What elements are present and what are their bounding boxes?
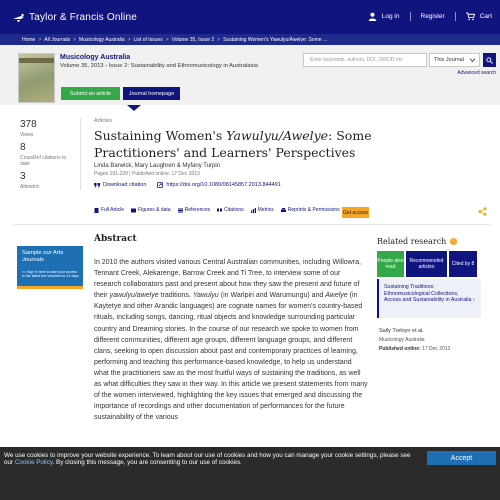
promo-accent-bar — [17, 286, 83, 289]
breadcrumb-separator: > — [217, 36, 221, 43]
cookie-policy-link[interactable]: Cookie Policy — [14, 459, 53, 467]
related-article-author: Sally Treloyn et al. — [379, 328, 424, 334]
promo-title: Sample our Arts Journals — [22, 250, 64, 263]
tab-label: Full Article — [101, 207, 125, 213]
bar-chart-icon — [251, 208, 256, 213]
chevron-down-icon — [470, 58, 475, 62]
related-research-title: Related research — [377, 237, 447, 246]
article-title-emphasis: Yawulyu/Awelye — [226, 128, 329, 143]
article-type: Articles — [94, 118, 113, 124]
breadcrumb-separator: > — [38, 36, 42, 43]
breadcrumb-all-journals[interactable]: All Journals — [44, 36, 71, 43]
submit-article-button[interactable]: Submit an article — [61, 87, 120, 100]
abstract-text-part: (in Warlpiri and Warumungu) and — [218, 292, 326, 300]
article-title — [94, 127, 414, 161]
breadcrumb — [0, 34, 500, 45]
chevron-right-icon: › — [472, 297, 475, 304]
promo-subtitle: >> Sign in here to start your access to the latest two volumes for 14 days — [22, 270, 79, 279]
article-meta: Pages 191-220 | Published online: 17 Dec 2013 — [94, 171, 200, 177]
logo-text: Taylor & Francis Online — [29, 11, 137, 23]
abstract-text — [94, 257, 368, 462]
link-icon — [157, 182, 163, 188]
divider — [410, 12, 411, 21]
doi-label: https://doi.org/10.1080/08145857.2013.844491 — [166, 182, 281, 188]
get-access-button[interactable]: Get access — [342, 207, 369, 218]
cart-label: Cart — [479, 13, 492, 20]
search-scope-select[interactable] — [429, 53, 480, 67]
breadcrumb-separator: > — [127, 36, 131, 43]
views-count: 378 — [20, 119, 37, 130]
abstract-emphasis: Yawulyu — [192, 292, 219, 300]
download-citation-label: Download citation — [103, 182, 147, 188]
tab-references[interactable] — [178, 207, 211, 213]
top-navigation-bar — [0, 0, 500, 34]
list-icon — [178, 208, 183, 213]
published-label: Published online: — [379, 346, 421, 352]
related-article-card[interactable] — [377, 279, 481, 318]
cookie-message — [4, 452, 414, 467]
published-date: 17 Dec 2013 — [422, 346, 451, 352]
tab-citations[interactable] — [217, 207, 243, 213]
lamp-logo-icon — [12, 11, 25, 23]
cart-icon — [466, 12, 475, 21]
cart-link[interactable] — [466, 12, 492, 21]
quote-icon — [94, 182, 100, 188]
download-citation-link[interactable] — [94, 182, 146, 188]
article-title-line2: Practitioners' and Learners' Perspectives — [94, 145, 356, 160]
journal-cover-image[interactable] — [18, 53, 55, 103]
tab-recommended-articles[interactable]: Recommended articles — [406, 251, 447, 277]
altmetric-count[interactable]: 3 — [20, 171, 26, 182]
divider — [14, 224, 490, 225]
breadcrumb-list-of-issues[interactable]: List of Issues — [133, 36, 163, 43]
tab-label: Metrics — [257, 207, 274, 213]
homepage-pointer — [127, 105, 141, 111]
altmetric-label: Altmetric — [20, 184, 40, 190]
doi-link[interactable] — [157, 182, 280, 188]
breadcrumb-separator: > — [73, 36, 77, 43]
related-research-tabs — [377, 251, 479, 277]
share-icon[interactable] — [478, 207, 487, 216]
abstract-text-part: In 2010 the authors visited various Central Australian communities, including Willowra, Tennant Creek, Alekarenge, Barrow Creek and Ti Tree, to interview some of our research collaborators past and present about how they saw the present and future of their — [94, 259, 361, 300]
tab-people-also-read[interactable]: People also read — [377, 251, 404, 277]
abstract-text-part: traditions. — [158, 292, 193, 300]
tab-metrics[interactable] — [251, 207, 274, 213]
journal-homepage-button[interactable]: Journal homepage — [123, 87, 180, 100]
quote-icon — [217, 208, 222, 213]
article-title-part: Sustaining Women's — [94, 128, 227, 143]
cookie-text-part: We use cookies to improve your website experience. To learn about our use of cookies and how you can manage your cookie settings, please see our — [4, 452, 411, 467]
tab-label: Citations — [224, 207, 244, 213]
search-scope-value: This Journal — [434, 57, 464, 63]
advanced-search-link[interactable]: Advanced search — [457, 70, 496, 76]
image-icon — [131, 208, 136, 213]
divider — [80, 118, 81, 190]
sample-journals-promo[interactable] — [17, 246, 83, 289]
register-label: Register — [420, 13, 445, 20]
tab-reprints-permissions[interactable] — [281, 207, 340, 213]
citation-row — [94, 182, 292, 188]
site-logo[interactable] — [12, 11, 137, 23]
document-icon — [94, 208, 99, 213]
abstract-text-part: (in Kaytetye and other Arandic languages) are cognate names for women's country-based rituals, including songs, dancing, ritual objects and knowledge surrounding particular country and Dreaming stories. In the course of our research we spoke to women from different communities, different age groups, different language groups, and different clans, seeking to open discussion about past and contemporary practices of learning, performing and teaching this performance-based knowledge, to help us understand what the practitioners saw as the most fruitful ways of sustaining the traditions, as well as what difficulties they saw in their way. In this article we present statements from many of the women interviewed, highlighting the key issues that emerged and discussing the importance of recordings and other documentation of performances for the future sustainability of the various — [94, 292, 368, 422]
breadcrumb-journal[interactable]: Musicology Australia — [79, 36, 125, 43]
article-authors[interactable]: Linda Barwick, Mary Laughren & Myfany Turpin — [94, 163, 221, 169]
breadcrumb-current: Sustaining Women's Yawulyu/Awelye: Some ... — [223, 36, 328, 43]
accept-cookies-button[interactable]: Accept — [427, 451, 496, 465]
search-button[interactable] — [483, 53, 496, 67]
crossref-count[interactable]: 8 — [20, 142, 26, 153]
related-article-journal: Musicology Australia — [379, 337, 425, 343]
search-input[interactable]: Enter keywords, authors, DOI, ORCID etc — [303, 53, 427, 67]
abstract-heading: Abstract — [94, 234, 137, 244]
cover-band — [19, 58, 54, 63]
search-icon — [486, 57, 493, 64]
journal-issue-line[interactable]: Volume 35, 2013 - Issue 2: Sustainability and Ethnomusicology in Australasia — [60, 63, 258, 69]
breadcrumb-separator: > — [165, 36, 169, 43]
login-label: Log in — [381, 13, 400, 20]
cookie-banner — [0, 447, 500, 500]
login-link[interactable] — [368, 12, 400, 21]
crossref-label: CrossRef citations to date — [20, 155, 67, 167]
views-label: Views — [20, 132, 34, 138]
user-icon — [368, 12, 377, 21]
info-icon[interactable]: i — [450, 238, 457, 245]
tab-full-article[interactable] — [94, 207, 124, 213]
related-article-title[interactable]: Sustaining Traditions: Ethnomusicological Collections, Access and Sustainability in Australia — [384, 284, 472, 304]
article-tabs — [94, 207, 347, 213]
related-research-heading — [377, 237, 457, 246]
article-title-part: : Some — [328, 128, 372, 143]
tab-figures-data[interactable] — [131, 207, 171, 213]
abstract-emphasis: Awelye — [325, 292, 348, 300]
tab-label: Reprints & Permissions — [287, 207, 340, 213]
cookie-text-part: . By closing this message, you are consenting to our use of cookies. — [52, 459, 242, 467]
tab-cited-by[interactable]: Cited by 8 — [449, 251, 477, 277]
breadcrumb-home[interactable]: Home — [22, 36, 36, 43]
breadcrumb-issue[interactable]: Volume 35, Issue 2 — [171, 36, 215, 43]
print-icon — [281, 208, 286, 213]
divider — [455, 12, 456, 21]
register-link[interactable] — [421, 13, 445, 20]
abstract-emphasis: yawulyu/awelye — [109, 292, 159, 300]
related-article-published — [379, 346, 450, 352]
journal-header — [0, 45, 500, 105]
journal-title[interactable]: Musicology Australia — [60, 54, 131, 61]
tab-label: Figures & data — [138, 207, 171, 213]
tab-label: References — [184, 207, 211, 213]
